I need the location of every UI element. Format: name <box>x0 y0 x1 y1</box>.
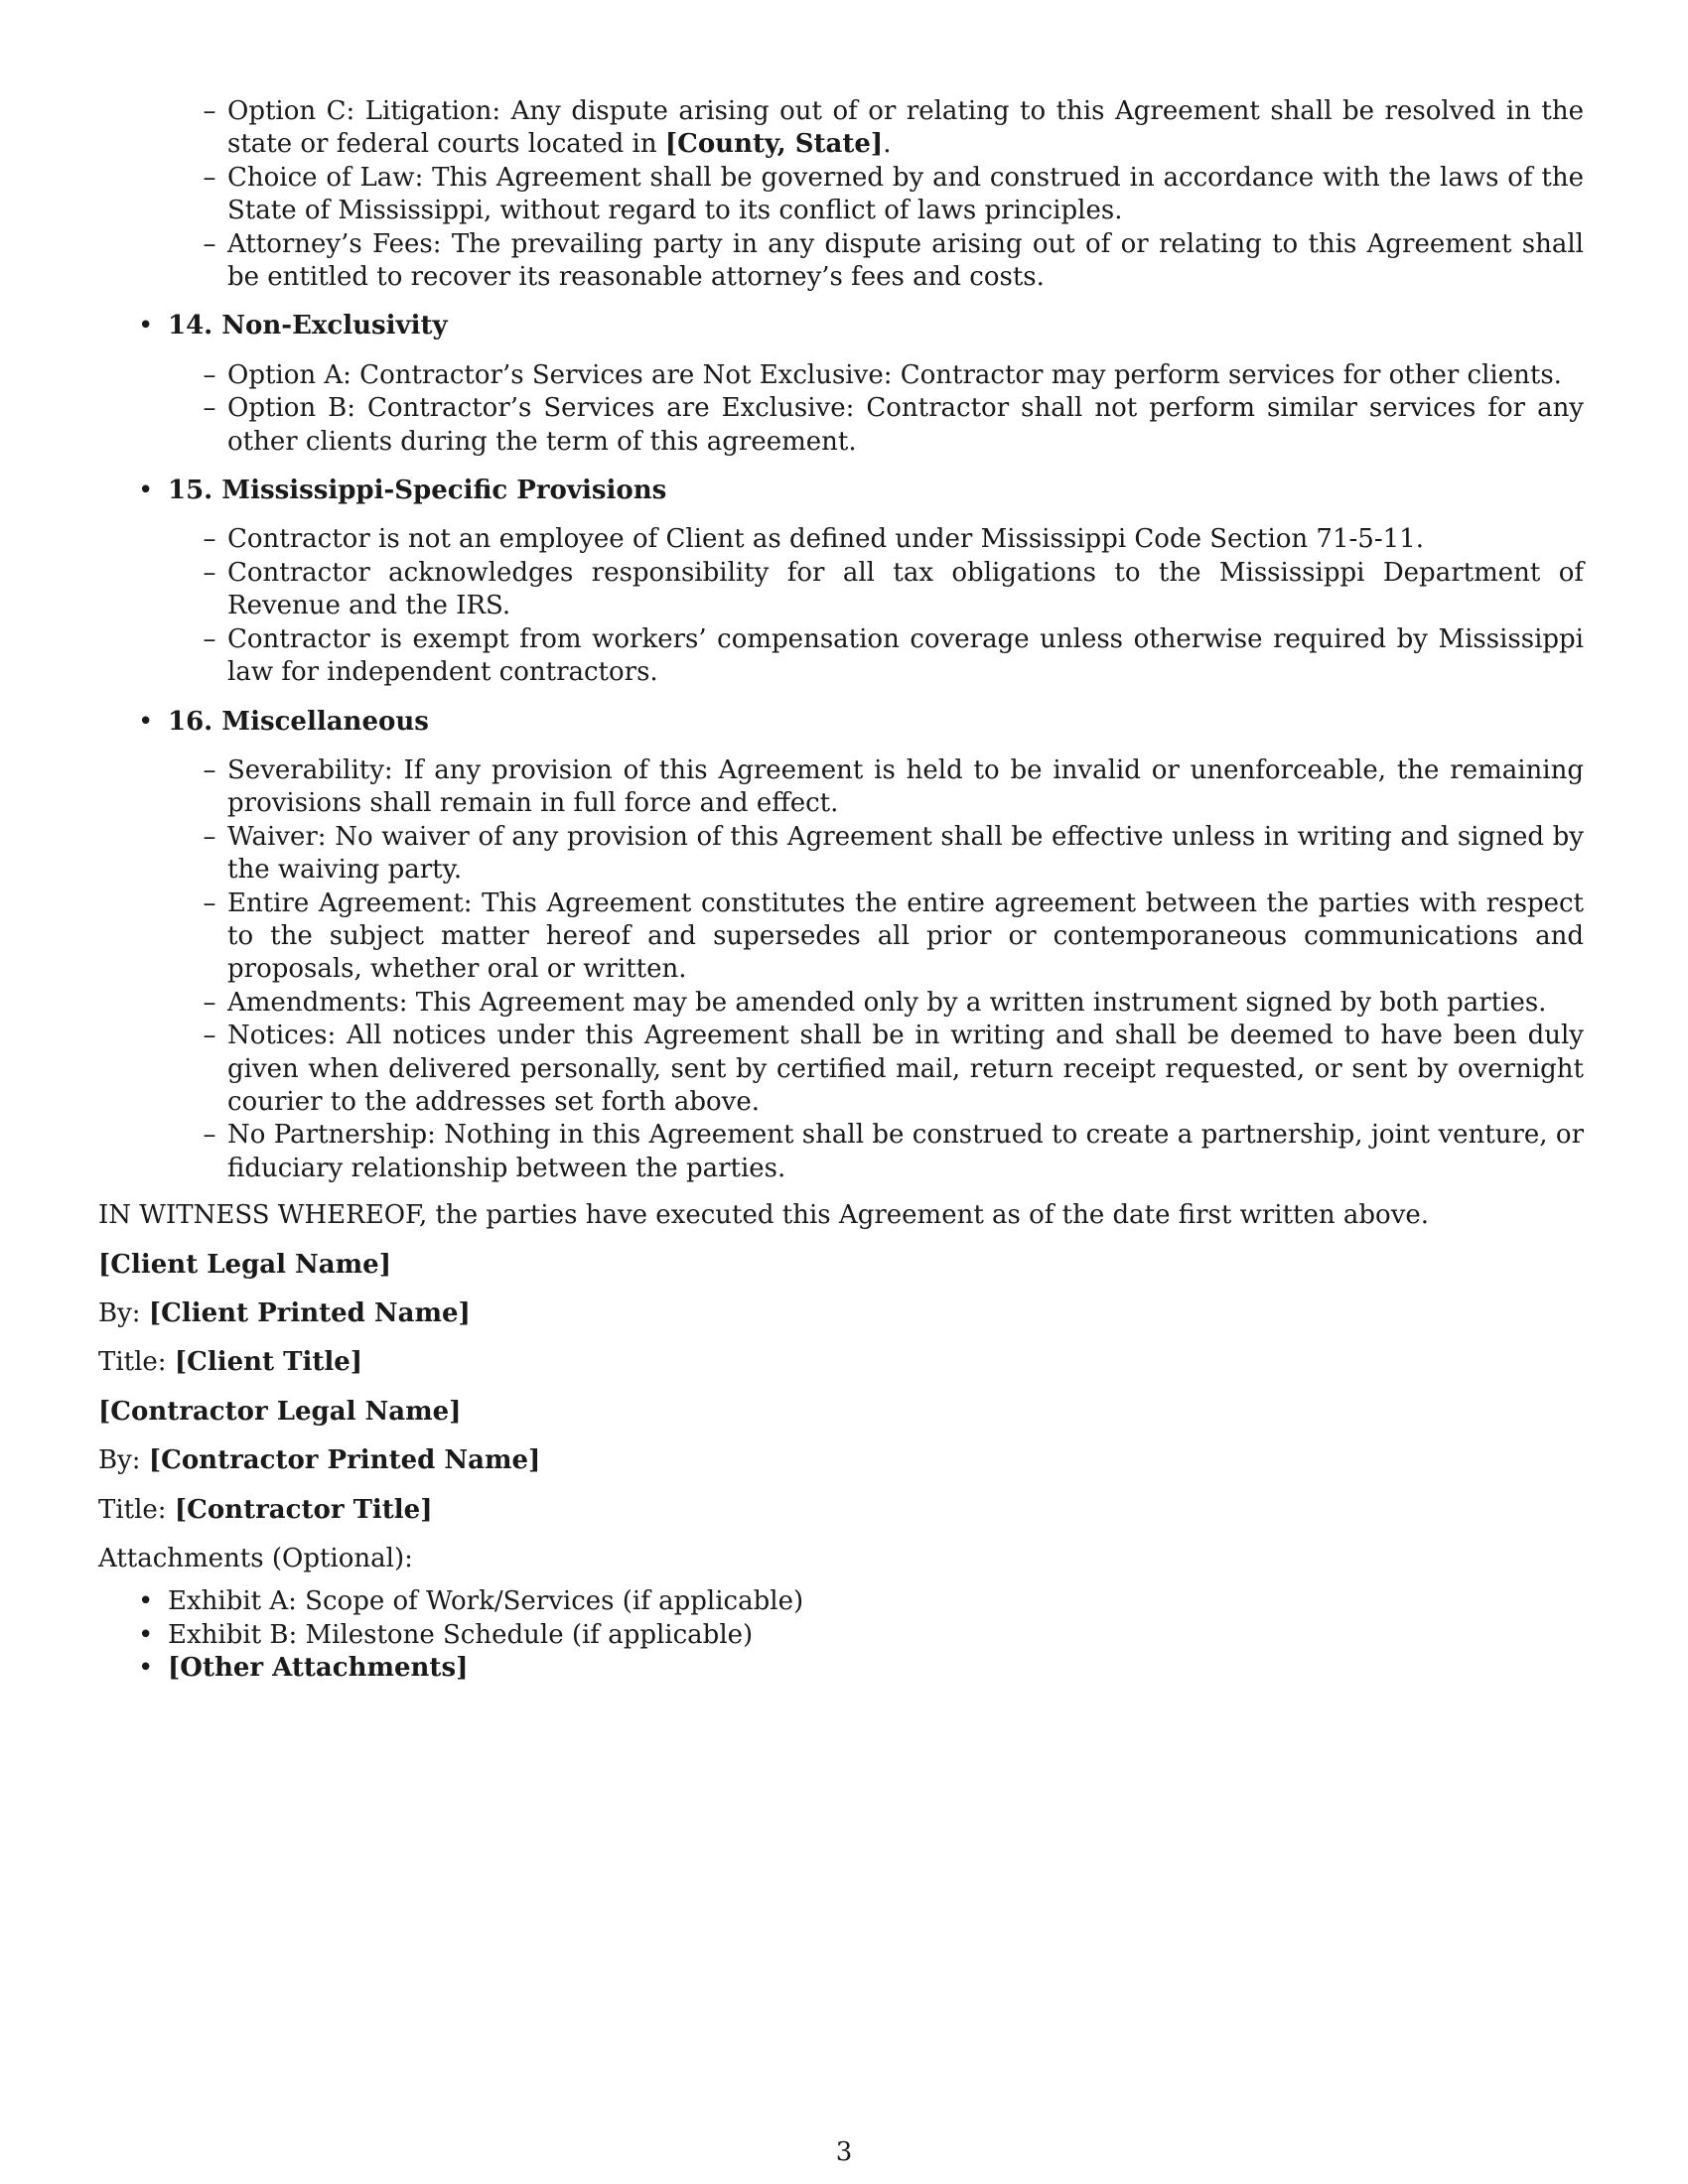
section-16 <box>98 706 1584 1186</box>
bullet-marker: • <box>138 1586 154 1617</box>
section-title: 14. Non-Exclusivity <box>168 311 448 341</box>
section-items <box>98 754 1584 1185</box>
list-item: – Option B: Contractor’s Services are Exclusive: Contractor shall not perform similar services for any other clients during the term of this agreement. <box>98 392 1584 459</box>
attachments-label: Attachments (Optional): <box>98 1544 413 1574</box>
section-title: 15. Mississippi-Specific Provisions <box>168 476 667 506</box>
contractor-legal-name-line: [Contractor Legal Name] <box>98 1396 462 1427</box>
list-item: – Waiver: No waiver of any provision of this Agreement shall be effective unless in writing and signed by the waiving party. <box>98 821 1584 887</box>
bullet-marker: • <box>138 1653 154 1684</box>
page-number: 3 <box>835 2137 853 2167</box>
list-item: – Severability: If any provision of this Agreement is held to be invalid or unenforceable, the remaining provisions shall remain in full force and effect. <box>98 754 1584 821</box>
list-item: – Option A: Contractor’s Services are Not Exclusive: Contractor may perform services for other clients. <box>98 359 1584 392</box>
section-items <box>98 359 1584 459</box>
list-item: – Entire Agreement: This Agreement constitutes the entire agreement between the parties with respect to the subject matter hereof and supersedes all prior or contemporaneous communications and proposals, whether oral or written. <box>98 887 1584 987</box>
contractor-title-line: Title: [Contractor Title] <box>98 1494 433 1525</box>
attachment-item: • Exhibit A: Scope of Work/Services (if applicable) <box>98 1585 1584 1618</box>
client-title-line: Title: [Client Title] <box>98 1347 363 1378</box>
bullet-marker: • <box>138 1619 154 1650</box>
attachments-list <box>98 1585 1584 1685</box>
signature-block <box>98 1249 1584 1527</box>
client-legal-name-line: [Client Legal Name] <box>98 1249 392 1280</box>
section-15 <box>98 475 1584 689</box>
list-item: – Contractor is exempt from workers’ compensation coverage unless otherwise required by Mississippi law for independent contractors. <box>98 623 1584 690</box>
dash-marker: – <box>203 623 216 654</box>
client-printed-name-line: By: [Client Printed Name] <box>98 1298 471 1328</box>
dispute-item-litigation: – Option C: Litigation: Any dispute arising out of or relating to this Agreement shall be resolved in the state or federal courts located in [County, State]. <box>98 95 1584 162</box>
dash-marker: – <box>203 162 216 193</box>
dash-marker: – <box>203 987 216 1018</box>
placeholder-county-state: [County, State] <box>664 129 884 160</box>
dash-marker: – <box>203 96 216 126</box>
dash-marker: – <box>203 1021 216 1051</box>
attachment-item: • Exhibit B: Milestone Schedule (if applicable) <box>98 1619 1584 1652</box>
attachment-item: • [Other Attachments] <box>98 1652 1584 1685</box>
dash-marker: – <box>203 228 216 259</box>
contractor-printed-name-line: By: [Contractor Printed Name] <box>98 1445 541 1476</box>
list-item: – No Partnership: Nothing in this Agreement shall be construed to create a partnership, joint venture, or fiduciary relationship between the parties. <box>98 1119 1584 1185</box>
bullet-marker: • <box>138 706 154 737</box>
dispute-item-attorneys-fees: – Attorney’s Fees: The prevailing party in any dispute arising out of or relating to this Agreement shall be entitled to recover its reasonable attorney’s fees and costs. <box>98 228 1584 295</box>
list-item: – Amendments: This Agreement may be amended only by a written instrument signed by both parties. <box>98 987 1584 1020</box>
list-item: – Contractor is not an employee of Client as defined under Mississippi Code Section 71-5-11. <box>98 523 1584 556</box>
dash-marker: – <box>203 393 216 424</box>
witness-statement: IN WITNESS WHEREOF, the parties have executed this Agreement as of the date first written above. <box>98 1200 1430 1231</box>
dispute-item-choice-of-law: – Choice of Law: This Agreement shall be governed by and construed in accordance with the laws of the State of Mississippi, without regard to its conflict of laws principles. <box>98 162 1584 228</box>
section-items <box>98 523 1584 689</box>
list-item: – Contractor acknowledges responsibility for all tax obligations to the Mississippi Department of Revenue and the IRS. <box>98 557 1584 623</box>
section-14 <box>98 310 1584 459</box>
list-item: – Notices: All notices under this Agreement shall be in writing and shall be deemed to have been duly given when delivered personally, sent by certified mail, return receipt requested, or sent by overnight courier to the addresses set forth above. <box>98 1020 1584 1119</box>
dash-marker: – <box>203 524 216 555</box>
bullet-marker: • <box>138 311 154 341</box>
dash-marker: – <box>203 1120 216 1151</box>
section-list <box>98 310 1584 1185</box>
dash-marker: – <box>203 754 216 785</box>
dispute-resolution-items <box>98 95 1584 294</box>
dash-marker: – <box>203 821 216 852</box>
dash-marker: – <box>203 887 216 918</box>
bullet-marker: • <box>138 476 154 506</box>
dash-marker: – <box>203 557 216 588</box>
section-title: 16. Miscellaneous <box>168 706 429 737</box>
dash-marker: – <box>203 359 216 390</box>
